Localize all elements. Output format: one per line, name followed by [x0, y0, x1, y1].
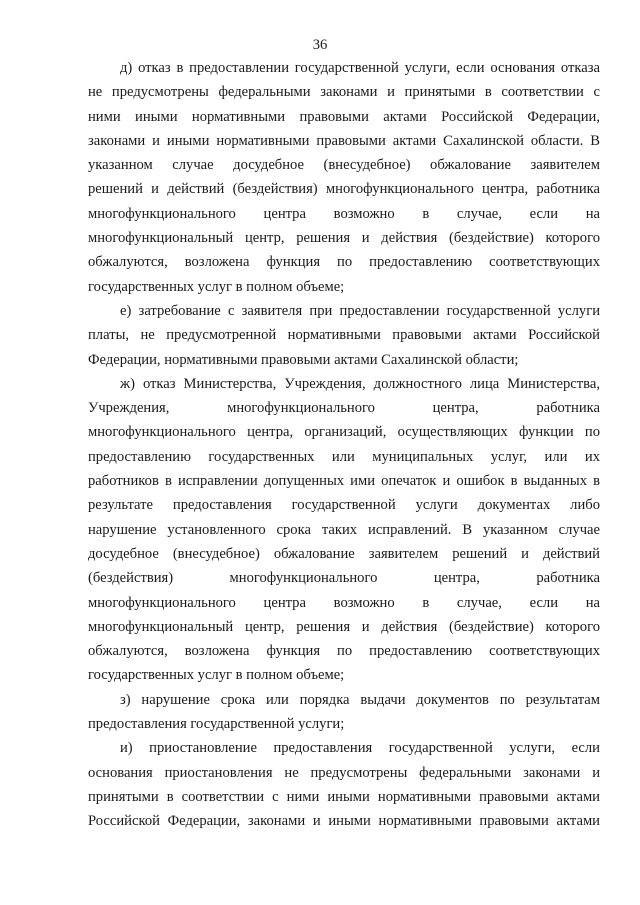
- paragraph-z: [88, 688, 600, 737]
- text-line: и) приостановление предоставления государственной услуги, если: [120, 740, 600, 757]
- text-line: государственных услуг в полном объеме;: [88, 278, 345, 295]
- text-line: обжалуются, возложена функция по предоставлению соответствующих: [88, 643, 600, 660]
- text-line: работников в исправлении допущенных ими опечаток и ошибок в выданных в: [88, 473, 600, 490]
- paragraph-e: [88, 299, 600, 372]
- text-line: досудебное (внесудебное) обжалование заявителем решений и действий: [88, 545, 600, 562]
- paragraph-i: [88, 736, 600, 833]
- text-line: результате предоставления государственной услуги документах либо: [88, 497, 600, 514]
- text-line: принятыми в соответствии с ними иными нормативными правовыми актами: [88, 788, 600, 805]
- text-line: ж) отказ Министерства, Учреждения, должностного лица Министерства,: [120, 375, 600, 392]
- text-line: законами и иными нормативными правовыми актами Сахалинской области. В: [88, 132, 600, 149]
- text-line: основания приостановления не предусмотрены федеральными законами и: [88, 764, 600, 781]
- body-text: [88, 56, 600, 834]
- text-line: д) отказ в предоставлении государственной услуги, если основания отказа: [120, 60, 600, 76]
- text-line: ними иными нормативными правовыми актами Российской Федерации,: [88, 108, 600, 125]
- text-line: многофункционального центра, организаций, осуществляющих функции по: [88, 424, 600, 441]
- text-line: многофункциональный центр, решения и действия (бездействие) которого: [88, 230, 600, 247]
- text-line: многофункционального центра возможно в случае, если на: [88, 205, 600, 222]
- text-line: платы, не предусмотренной нормативными правовыми актами Российской: [88, 327, 600, 344]
- text-line: обжалуются, возложена функция по предоставлению соответствующих: [88, 254, 600, 271]
- page-number: 36: [312, 37, 328, 53]
- text-line: указанном случае досудебное (внесудебное) обжалование заявителем: [88, 157, 600, 174]
- text-line: многофункционального центра возможно в случае, если на: [88, 594, 600, 611]
- text-line: (бездействия) многофункционального центра, работника: [88, 570, 600, 587]
- text-line: Российской Федерации, законами и иными нормативными правовыми актами: [88, 813, 600, 830]
- text-line: з) нарушение срока или порядка выдачи документов по результатам: [120, 691, 600, 708]
- text-line: е) затребование с заявителя при предоставлении государственной услуги: [120, 302, 600, 319]
- text-line: Учреждения, многофункционального центра, работника: [88, 400, 600, 417]
- text-line: решений и действий (бездействия) многофункционального центра, работника: [88, 181, 600, 198]
- text-line: Федерации, нормативными правовыми актами Сахалинской области;: [88, 351, 519, 368]
- text-line: государственных услуг в полном объеме;: [88, 667, 345, 684]
- text-line: многофункциональный центр, решения и действия (бездействие) которого: [88, 618, 600, 635]
- paragraph-zh: [88, 372, 600, 688]
- text-line: предоставления государственной услуги;: [88, 716, 345, 733]
- text-line: предоставлению государственных или муниципальных услуг, или их: [88, 448, 600, 465]
- text-line: не предусмотрены федеральными законами и принятыми в соответствии с: [88, 84, 600, 101]
- paragraph-d: [88, 56, 600, 299]
- text-line: нарушение установленного срока таких исправлений. В указанном случае: [88, 521, 600, 538]
